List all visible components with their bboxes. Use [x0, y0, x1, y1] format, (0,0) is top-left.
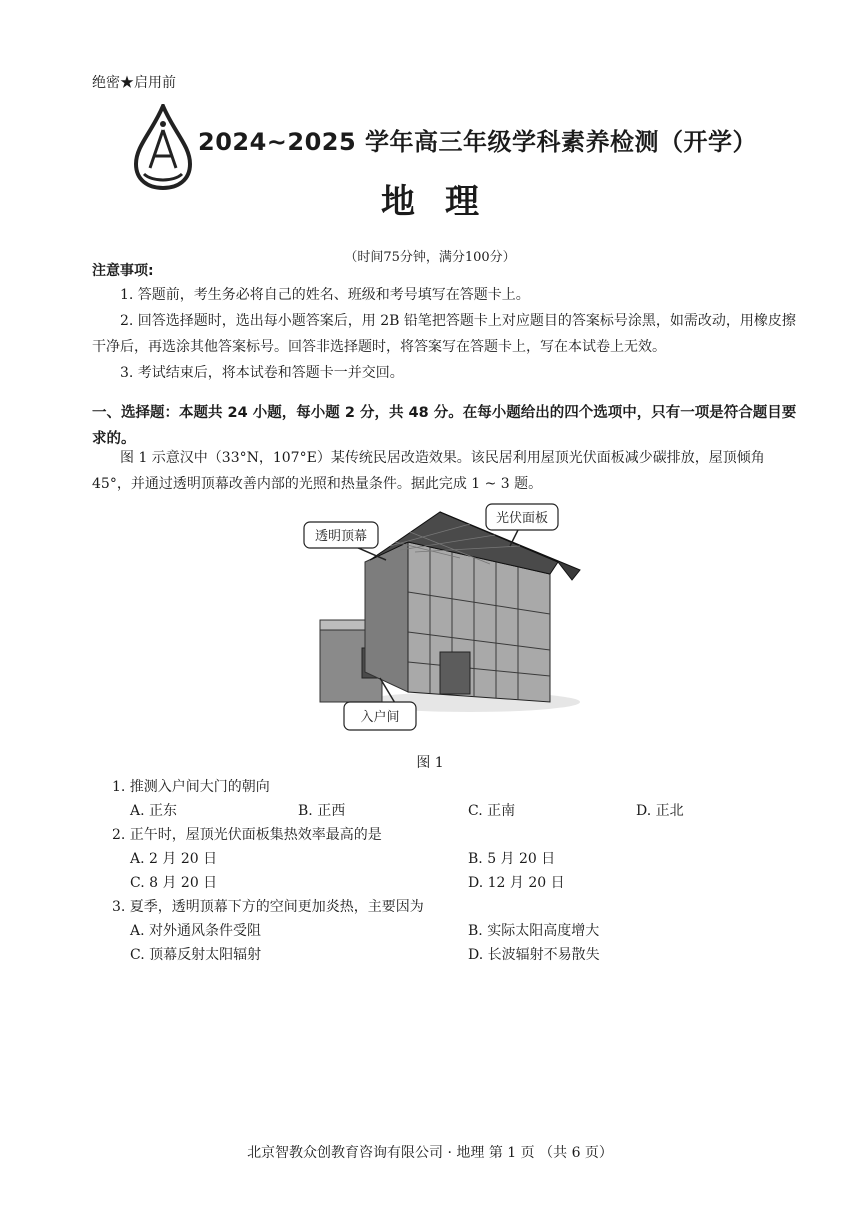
note-item: 3. 考试结束后，将本试卷和答题卡一并交回。	[120, 365, 404, 381]
figure-caption: 图 1	[416, 755, 444, 771]
option-d: D. 长波辐射不易散失	[468, 947, 600, 963]
question-stem: 2. 正午时，屋顶光伏面板集热效率最高的是	[112, 827, 382, 843]
option-d: D. 12 月 20 日	[468, 875, 565, 891]
label-transparent-roof: 透明顶幕	[314, 529, 368, 544]
option-c: C. 顶幕反射太阳辐射	[130, 947, 262, 963]
option-a: A. 2 月 20 日	[130, 851, 218, 867]
option-c: C. 8 月 20 日	[130, 875, 218, 891]
option-b: B. 实际太阳高度增大	[468, 923, 600, 939]
time-info: （时间75分钟，满分100分）	[344, 250, 516, 265]
note-item: 2. 回答选择题时，选出每小题答案后，用 2B 铅笔把答题卡上对应题目的答案标号涂黑，如需改动，用橡皮擦干净后，再选涂其他答案标号。回答非选择题时，将答案写在答题卡上，写在本试卷上无效。	[92, 313, 796, 355]
option-a: A. 正东	[130, 803, 178, 819]
notes-list	[92, 282, 802, 386]
option-c: C. 正南	[468, 803, 516, 819]
secret-label: 绝密★启用前	[92, 75, 176, 91]
label-pv-panel: 光伏面板	[495, 511, 549, 526]
option-d: D. 正北	[636, 803, 684, 819]
subject-title: 地理	[381, 182, 509, 222]
label-entrance: 入户间	[360, 710, 400, 725]
notes-title: 注意事项:	[92, 263, 154, 279]
option-b: B. 5 月 20 日	[468, 851, 556, 867]
option-a: A. 对外通风条件受阻	[130, 923, 262, 939]
question-stem: 1. 推测入户间大门的朝向	[112, 779, 270, 795]
page-footer: 北京智教众创教育咨询有限公司 · 地理 第 1 页 （共 6 页）	[247, 1145, 613, 1161]
note-item: 1. 答题前，考生务必将自己的姓名、班级和考号填写在答题卡上。	[120, 287, 530, 303]
option-b: B. 正西	[298, 803, 346, 819]
exam-title: 2024~2025 学年高三年级学科素养检测（开学）	[198, 128, 758, 156]
question-stem: 3. 夏季，透明顶幕下方的空间更加炎热，主要因为	[112, 899, 424, 915]
house-figure	[290, 502, 590, 742]
question-intro: 图 1 示意汉中（33°N，107°E）某传统民居改造效果。该民居利用屋顶光伏面板减少碳排放，屋顶倾角 45°，并通过透明顶幕改善内部的光照和热量条件。据此完成 1 ~ 3 题。	[92, 450, 765, 492]
section-heading: 一、选择题：本题共 24 小题，每小题 2 分，共 48 分。在每小题给出的四个选项中，只有一项是符合题目要求的。	[92, 405, 797, 447]
